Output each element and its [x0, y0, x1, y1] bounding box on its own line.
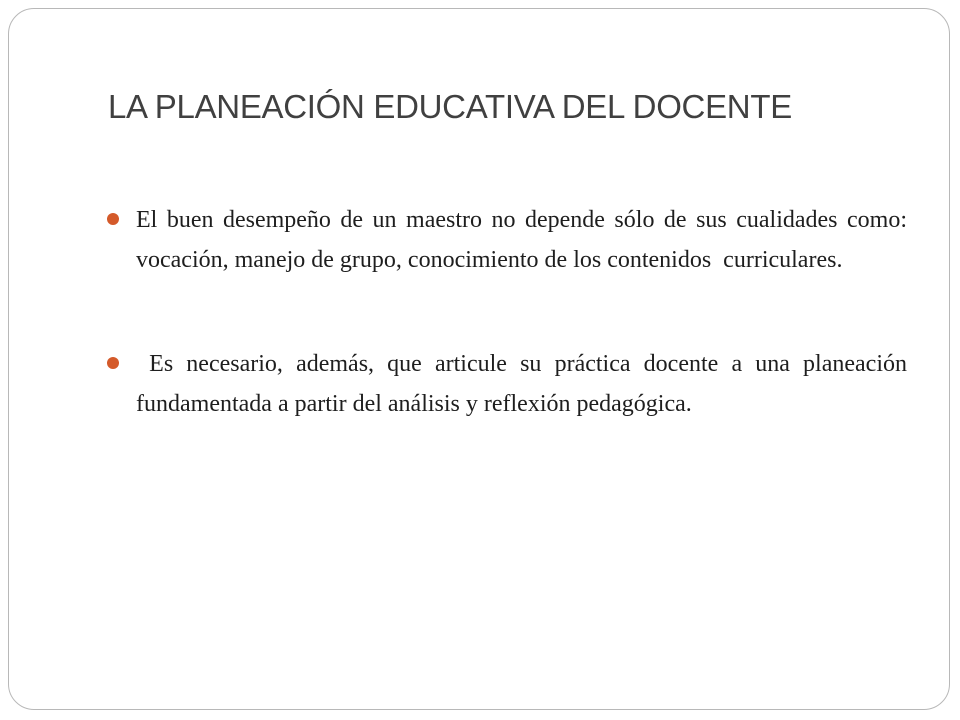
slide-title: LA PLANEACIÓN EDUCATIVA DEL DOCENTE [108, 88, 792, 125]
bullet-list [104, 200, 913, 424]
bullet-item [104, 344, 913, 424]
bullet-item [104, 200, 913, 280]
bullet-dot-icon [107, 357, 119, 369]
bullet-text: El buen desempeño de un maestro no depende sólo de sus cualidades como: vocación, manejo de grupo, conocimiento de los contenidos curriculares. [136, 207, 913, 273]
bullet-text: Es necesario, además, que articule su práctica docente a una planeación fundamentada a partir del análisis y reflexión pedagógica. [136, 351, 913, 417]
bullet-dot-icon [107, 213, 119, 225]
